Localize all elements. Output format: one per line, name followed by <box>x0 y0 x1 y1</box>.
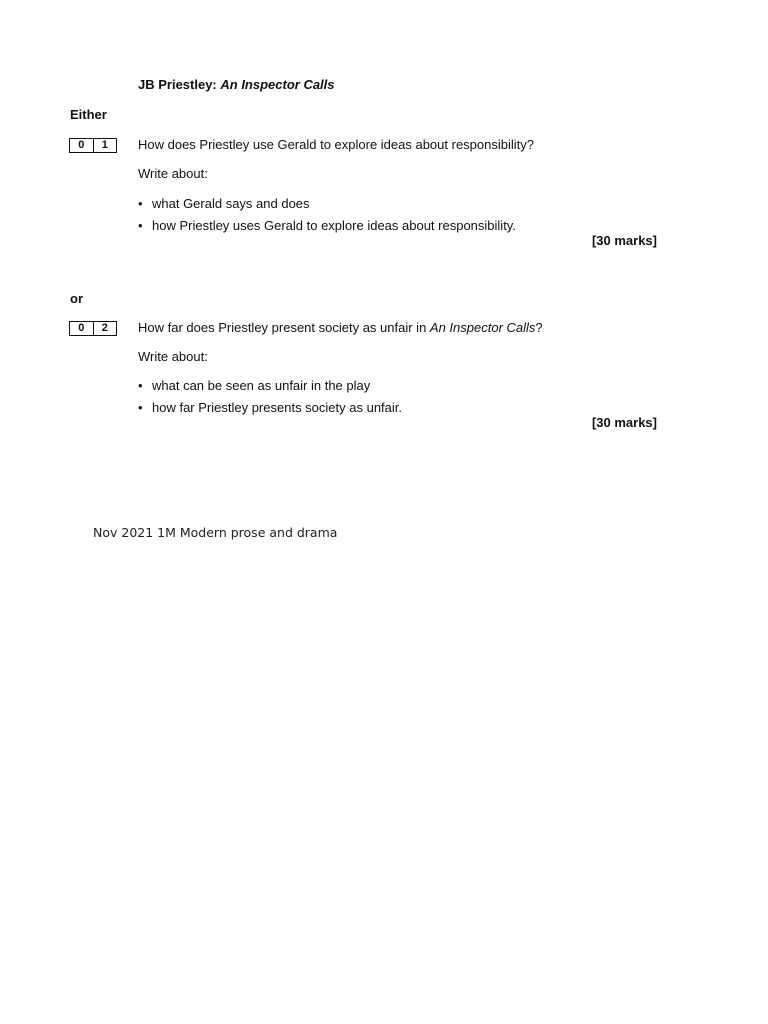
question-number-digit: 0 <box>70 322 94 335</box>
bullet-icon: • <box>138 400 143 415</box>
bullet-icon: • <box>138 196 143 211</box>
question-number-box-02 <box>69 321 117 336</box>
choice-or: or <box>70 291 83 306</box>
question-2-play-title: An Inspector Calls <box>429 320 536 335</box>
question-2-text-end: ? <box>535 320 543 335</box>
question-2-bullet <box>138 378 370 393</box>
question-1-write-about: Write about: <box>138 166 208 181</box>
section-play-title: An Inspector Calls <box>220 77 335 92</box>
footer-note: Nov 2021 1M Modern prose and drama <box>93 525 338 540</box>
section-author: JB Priestley: <box>138 77 221 92</box>
question-1-text: How does Priestley use Gerald to explore ideas about responsibility? <box>138 137 534 152</box>
question-2-bullet <box>138 400 402 415</box>
bullet-text: how Priestley uses Gerald to explore ideas about responsibility. <box>152 218 516 233</box>
bullet-icon: • <box>138 378 143 393</box>
bullet-icon: • <box>138 218 143 233</box>
question-1-bullet <box>138 218 516 233</box>
bullet-text: what Gerald says and does <box>152 196 310 211</box>
section-title <box>138 77 335 92</box>
question-1-marks: [30 marks] <box>591 233 657 248</box>
question-number-digit: 2 <box>101 322 108 334</box>
question-number-box-01 <box>69 138 117 153</box>
question-2-text-start: How far does Priestley present society as unfair in <box>138 320 430 335</box>
question-number-digit: 1 <box>101 139 108 151</box>
choice-either: Either <box>70 107 107 122</box>
bullet-text: what can be seen as unfair in the play <box>152 378 371 393</box>
bullet-text: how far Priestley presents society as unfair. <box>152 400 403 415</box>
question-2-text <box>138 320 543 335</box>
question-2-write-about: Write about: <box>138 349 208 364</box>
question-2-marks: [30 marks] <box>591 415 657 430</box>
question-number-digit: 0 <box>70 139 94 152</box>
question-1-bullet <box>138 196 310 211</box>
